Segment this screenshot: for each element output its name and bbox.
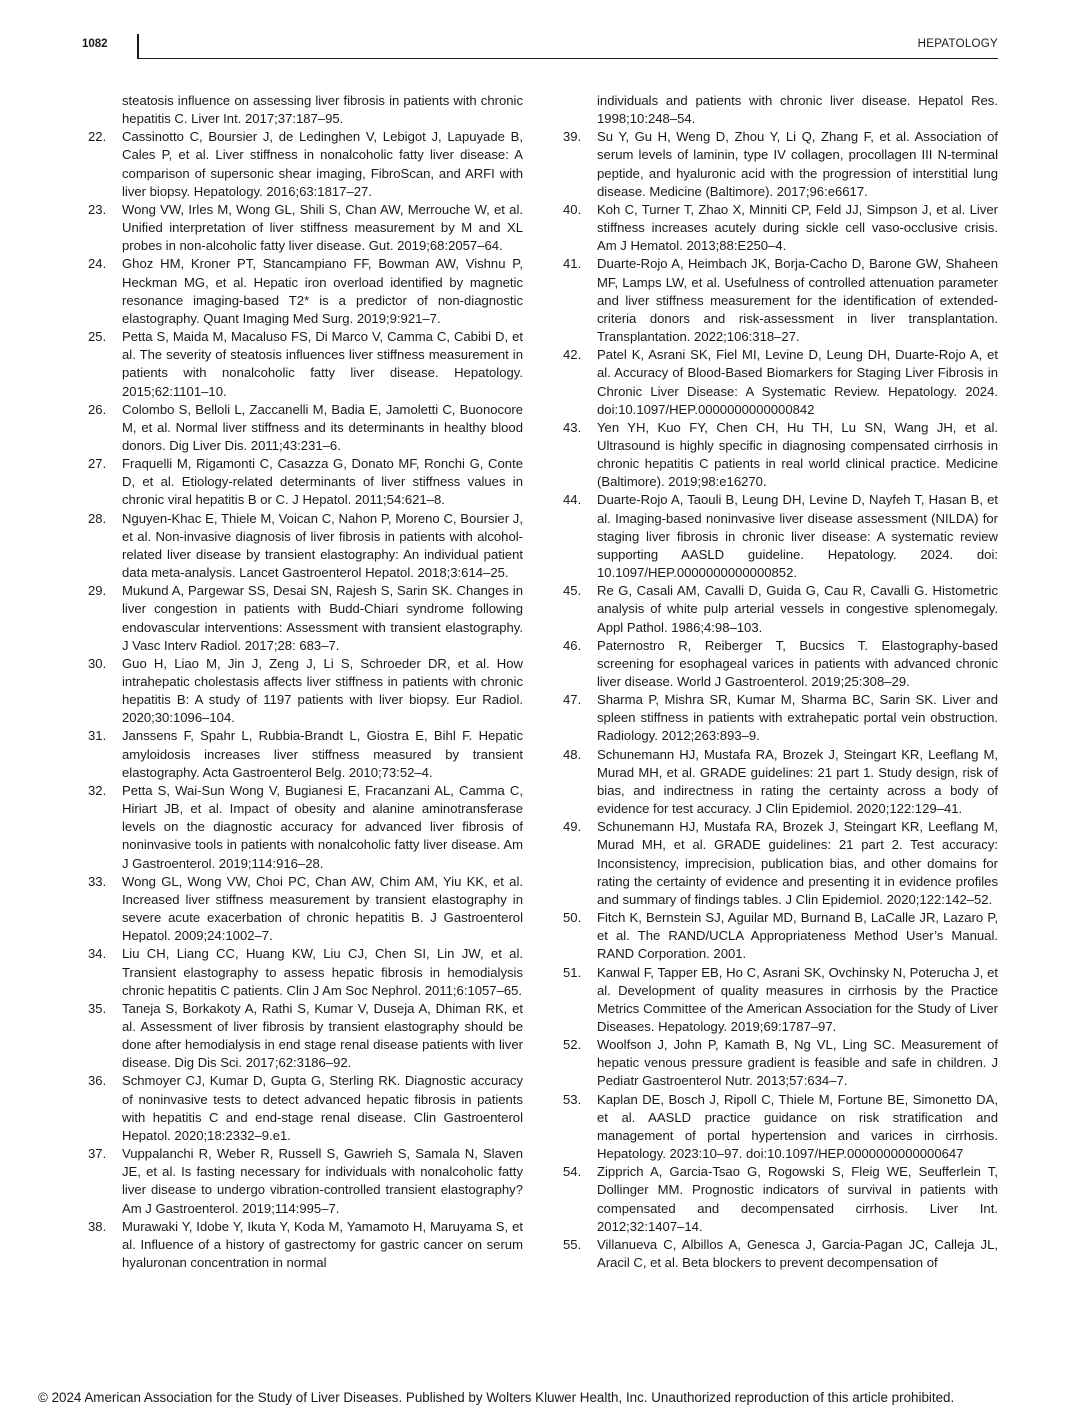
reference-text: Mukund A, Pargewar SS, Desai SN, Rajesh S, Sarin SK. Changes in liver congestion in patients with Budd-Chiari syndrome following endovascular interventions: Assessment with transient elastography. J Vasc Interv Radiol. 2017;28: 683–7. xyxy=(122,583,523,653)
reference-item xyxy=(80,128,523,201)
reference-number: 41. xyxy=(563,256,582,272)
reference-text: Liu CH, Liang CC, Huang KW, Liu CJ, Chen SI, Lin JW, et al. Transient elastography to assess hepatic fibrosis in hemodialysis chronic hepatitis C patients. Clin J Am Soc Nephrol. 2011;6:1057–65. xyxy=(122,946,523,998)
reference-number: 47. xyxy=(563,692,582,708)
reference-item xyxy=(555,1236,998,1272)
reference-column-left xyxy=(80,92,523,1272)
reference-item xyxy=(555,92,998,128)
reference-text: Janssens F, Spahr L, Rubbia-Brandt L, Giostra E, Bihl F. Hepatic amyloidosis increases liver stiffness measured by transient elastography. Acta Gastroenterol Belg. 2010;73:52–4. xyxy=(122,728,523,780)
reference-number: 36. xyxy=(88,1073,107,1089)
reference-item xyxy=(80,1145,523,1218)
page-header xyxy=(82,38,998,58)
reference-item xyxy=(555,582,998,636)
reference-number: 22. xyxy=(88,129,107,145)
reference-item xyxy=(555,964,998,1037)
reference-item xyxy=(555,346,998,419)
reference-text: individuals and patients with chronic liver disease. Hepatol Res. 1998;10:248–54. xyxy=(597,93,998,127)
reference-number: 35. xyxy=(88,1000,107,1016)
reference-text: Taneja S, Borkakoty A, Rathi S, Kumar V, Duseja A, Dhiman RK, et al. Assessment of liver fibrosis by transient elastography should be done after hemodialysis in end stage renal disease patients with liver disease. Dig Dis Sci. 2017;62:3186–92. xyxy=(122,1000,523,1071)
reference-item xyxy=(80,873,523,946)
reference-number: 27. xyxy=(88,456,107,472)
reference-text: Patel K, Asrani SK, Fiel MI, Levine D, Leung DH, Duarte-Rojo A, et al. Accuracy of Blood-Based Biomarkers for Staging Liver Fibrosis in Chronic Liver Disease: A Systematic Review. Hepatology. 2024. doi:10.1097/HEP.0000000000000842 xyxy=(597,347,998,417)
reference-item xyxy=(80,255,523,328)
reference-item xyxy=(555,419,998,492)
reference-text: Duarte-Rojo A, Taouli B, Leung DH, Levine D, Nayfeh T, Hasan B, et al. Imaging-based noninvasive liver disease assessment (NILDA) for staging liver fibrosis in chronic liver disease: A systematic review supporting AASLD guideline. Hepatology. 2024. doi: 10.1097/HEP.0000000000000852. xyxy=(597,492,998,581)
reference-number: 39. xyxy=(563,129,582,145)
reference-number: 44. xyxy=(563,492,582,508)
reference-number: 32. xyxy=(88,782,107,798)
reference-text: Schunemann HJ, Mustafa RA, Brozek J, Steingart KR, Leeflang M, Murad MH, et al. GRADE guidelines: 21 part 1. Study design, risk of bias, and indirectness in rating the certainty across a body of evidence for test accuracy. J Clin Epidemiol. 2020;122:129–41. xyxy=(597,746,998,817)
reference-item xyxy=(80,201,523,255)
reference-item xyxy=(555,1163,998,1236)
reference-text: Kaplan DE, Bosch J, Ripoll C, Thiele M, Fortune BE, Simonetto DA, et al. AASLD practice guidance on risk stratification and management of portal hypertension and varices in cirrhosis. Hepatology. 2023:10–97. doi:10.1097/HEP.0000000000000647 xyxy=(597,1091,998,1162)
reference-item xyxy=(80,655,523,728)
reference-number: 52. xyxy=(563,1037,582,1053)
reference-item xyxy=(555,637,998,691)
reference-item xyxy=(80,1218,523,1272)
reference-text: Schmoyer CJ, Kumar D, Gupta G, Sterling RK. Diagnostic accuracy of noninvasive tests to detect advanced hepatic fibrosis in patients with hepatitis C and end-stage renal disease. Clin Gastroenterol Hepatol. 2020;18:2332–9.e1. xyxy=(122,1073,523,1143)
reference-item xyxy=(80,1072,523,1145)
reference-text: Sharma P, Mishra SR, Kumar M, Sharma BC, Sarin SK. Liver and spleen stiffness in patients with extrahepatic portal vein obstruction. Radiology. 2012;263:893–9. xyxy=(597,692,998,744)
reference-text: Ghoz HM, Kroner PT, Stancampiano FF, Bowman AW, Vishnu P, Heckman MG, et al. Hepatic iron overload identified by magnetic resonance imaging-based T2* is a predictor of non-diagnostic elastography. Quant Imaging Med Surg. 2019;9:921–7. xyxy=(122,256,523,326)
reference-number: 51. xyxy=(563,964,582,980)
reference-item xyxy=(80,782,523,873)
reference-item xyxy=(80,510,523,583)
reference-text: Colombo S, Belloli L, Zaccanelli M, Badia E, Jamoletti C, Buonocore M, et al. Normal liver stiffness and its determinants in healthy blood donors. Dig Liver Dis. 2011;43:231–6. xyxy=(122,401,523,453)
reference-number: 54. xyxy=(563,1164,582,1180)
reference-text: Cassinotto C, Boursier J, de Ledinghen V, Lebigot J, Lapuyade B, Cales P, et al. Liver stiffness in nonalcoholic fatty liver disease: A comparison of supersonic shear imaging, FibroScan, and ARFI with liver biopsy. Hepatology. 2016;63:1817–27. xyxy=(122,129,523,199)
page-number: 1082 xyxy=(82,38,108,50)
reference-number: 31. xyxy=(88,728,107,744)
reference-text: Guo H, Liao M, Jin J, Zeng J, Li S, Schroeder DR, et al. How intrahepatic cholestasis affects liver stiffness in patients with chronic hepatitis B: A study of 1197 patients with liver biopsy. Eur Radiol. 2020;30:1096–104. xyxy=(122,655,523,726)
reference-item xyxy=(80,328,523,401)
reference-number: 49. xyxy=(563,819,582,835)
reference-number: 45. xyxy=(563,583,582,599)
reference-item xyxy=(80,401,523,455)
copyright-footer xyxy=(38,1390,954,1405)
reference-number: 25. xyxy=(88,329,107,345)
reference-column-right xyxy=(555,92,998,1272)
reference-number: 43. xyxy=(563,419,582,435)
reference-text: Duarte-Rojo A, Heimbach JK, Borja-Cacho D, Barone GW, Shaheen MF, Lamps LW, et al. Usefulness of controlled attenuation parameter and liver stiffness measurement for the identification of extended-criteria donors and risk-assessment in liver transplantation. Transplantation. 2022;106:318–27. xyxy=(597,256,998,345)
reference-number: 38. xyxy=(88,1218,107,1234)
copyright-text: 2024 American Association for the Study of Liver Diseases. Published by Wolters Kluwer Health, Inc. Unauthorized reproduction of this article prohibited. xyxy=(47,1390,955,1405)
reference-number: 26. xyxy=(88,401,107,417)
reference-text: Petta S, Wai-Sun Wong V, Bugianesi E, Fracanzani AL, Camma C, Hiriart JB, et al. Impact of obesity and alanine aminotransferase levels on the diagnostic accuracy for advanced liver fibrosis of noninvasive tools in patients with nonalcoholic fatty liver disease. Am J Gastroenterol. 2019;114:916–28. xyxy=(122,782,523,871)
reference-text: Petta S, Maida M, Macaluso FS, Di Marco V, Camma C, Cabibi D, et al. The severity of steatosis influences liver stiffness measurement in patients with nonalcoholic fatty liver disease. Hepatology. 2015;62:1101–10. xyxy=(122,329,523,399)
reference-text: Villanueva C, Albillos A, Genesca J, Garcia-Pagan JC, Calleja JL, Aracil C, et al. Beta blockers to prevent decompensation of xyxy=(597,1236,998,1270)
reference-item xyxy=(555,691,998,745)
reference-item xyxy=(555,491,998,582)
reference-number: 28. xyxy=(88,510,107,526)
reference-text: Yen YH, Kuo FY, Chen CH, Hu TH, Lu SN, Wang JH, et al. Ultrasound is highly specific in diagnosing compensated cirrhosis in chronic hepatitis C patients in real world clinical practice. Medicine (Baltimore). 2019;98:e16270. xyxy=(597,419,998,490)
header-divider xyxy=(137,34,139,58)
reference-item xyxy=(80,727,523,781)
reference-item xyxy=(555,746,998,819)
reference-item xyxy=(555,1036,998,1090)
reference-number: 29. xyxy=(88,583,107,599)
reference-text: Wong VW, Irles M, Wong GL, Shili S, Chan AW, Merrouche W, et al. Unified interpretation of liver stiffness measurement by M and XL probes in non-alcoholic fatty liver disease. Gut. 2019;68:2057–64. xyxy=(122,201,523,254)
reference-number: 34. xyxy=(88,946,107,962)
reference-number: 24. xyxy=(88,256,107,272)
reference-number: 33. xyxy=(88,873,107,889)
reference-item xyxy=(555,255,998,346)
reference-text: Paternostro R, Reiberger T, Bucsics T. Elastography-based screening for esophageal varices in patients with advanced chronic liver disease. World J Gastroenterol. 2019;25:308–29. xyxy=(597,637,998,689)
reference-text: Fitch K, Bernstein SJ, Aguilar MD, Burnand B, LaCalle JR, Lazaro P, et al. The RAND/UCLA Appropriateness Method User’s Manual. RAND Corporation. 2001. xyxy=(597,910,998,962)
copyright-symbol: © xyxy=(38,1390,48,1405)
reference-item xyxy=(555,128,998,201)
reference-text: Nguyen-Khac E, Thiele M, Voican C, Nahon P, Moreno C, Boursier J, et al. Non-invasive diagnosis of liver fibrosis in patients with alcohol-related liver disease by transient elastography: An individual patient data meta-analysis. Lancet Gastroenterol Hepatol. 2018;3:614–25. xyxy=(122,510,523,581)
reference-item xyxy=(555,1091,998,1164)
reference-text: Woolfson J, John P, Kamath B, Ng VL, Ling SC. Measurement of hepatic venous pressure gradient is feasible and safe in children. J Pediatr Gastroenterol Nutr. 2013;57:634–7. xyxy=(597,1037,998,1089)
reference-number: 40. xyxy=(563,201,582,217)
journal-name: HEPATOLOGY xyxy=(917,38,998,50)
reference-number: 23. xyxy=(88,201,107,217)
reference-text: Re G, Casali AM, Cavalli D, Guida G, Cau R, Cavalli G. Histometric analysis of white pulp arterial vessels in congestive splenomegaly. Appl Pathol. 1986;4:98–103. xyxy=(597,583,998,635)
reference-text: Vuppalanchi R, Weber R, Russell S, Gawrieh S, Samala N, Slaven JE, et al. Is fasting necessary for individuals with nonalcoholic fatty liver disease to undergo vibration-controlled transient elastography? Am J Gastroenterol. 2019;114:995–7. xyxy=(122,1146,523,1216)
reference-number: 53. xyxy=(563,1091,582,1107)
reference-text: Fraquelli M, Rigamonti C, Casazza G, Donato MF, Ronchi G, Conte D, et al. Etiology-related determinants of liver stiffness values in chronic viral hepatitis B or C. J Hepatol. 2011;54:621–8. xyxy=(122,456,523,508)
reference-item xyxy=(80,945,523,999)
reference-item xyxy=(555,201,998,255)
reference-number: 46. xyxy=(563,637,582,653)
reference-text: Wong GL, Wong VW, Choi PC, Chan AW, Chim AM, Yiu KK, et al. Increased liver stiffness measurement by transient elastography in severe acute exacerbation of chronic hepatitis B. J Gastroenterol Hepatol. 2009;24:1002–7. xyxy=(122,873,523,944)
reference-text: Murawaki Y, Idobe Y, Ikuta Y, Koda M, Yamamoto H, Maruyama S, et al. Influence of a history of gastrectomy for gastric cancer on serum hyaluronan concentration in normal xyxy=(122,1218,523,1270)
reference-number: 55. xyxy=(563,1236,582,1252)
reference-item xyxy=(555,818,998,909)
reference-item xyxy=(80,455,523,509)
reference-text: Su Y, Gu H, Weng D, Zhou Y, Li Q, Zhang F, et al. Association of serum levels of laminin, type IV collagen, procollagen III N-terminal peptide, and hyaluronic acid with the progression of interstitial lung disease. Medicine (Baltimore). 2017;96:e6617. xyxy=(597,129,998,199)
reference-number: 37. xyxy=(88,1146,107,1162)
reference-text: Koh C, Turner T, Zhao X, Minniti CP, Feld JJ, Simpson J, et al. Liver stiffness increases acutely during sickle cell vaso-occlusive crisis. Am J Hematol. 2013;88:E250–4. xyxy=(597,201,998,254)
reference-item xyxy=(80,92,523,128)
reference-number: 30. xyxy=(88,655,107,671)
reference-number: 48. xyxy=(563,746,582,762)
reference-number: 42. xyxy=(563,347,582,363)
reference-item xyxy=(80,582,523,655)
reference-text: Kanwal F, Tapper EB, Ho C, Asrani SK, Ovchinsky N, Poterucha J, et al. Development of quality measures in cirrhosis by the Practice Metrics Committee of the American Association for the Study of Liver Diseases. Hepatology. 2019;69:1787–97. xyxy=(597,964,998,1034)
reference-item xyxy=(80,1000,523,1073)
reference-text: Zipprich A, Garcia-Tsao G, Rogowski S, Fleig WE, Seufferlein T, Dollinger MM. Prognostic indicators of survival in patients with compensated and decompensated cirrhosis. Liver Int. 2012;32:1407–14. xyxy=(597,1164,998,1234)
header-rule xyxy=(137,58,998,59)
reference-text: Schunemann HJ, Mustafa RA, Brozek J, Steingart KR, Leeflang M, Murad MH, et al. GRADE guidelines: 21 part 2. Test accuracy: Inconsistency, imprecision, publication bias, and other domains for rating the certainty of evidence and presenting it in evidence profiles and summary of findings tables. J Clin Epidemiol. 2020;122:142–52. xyxy=(597,819,998,907)
reference-item xyxy=(555,909,998,963)
reference-number: 50. xyxy=(563,910,582,926)
reference-text: steatosis influence on assessing liver fibrosis in patients with chronic hepatitis C. Liver Int. 2017;37:187–95. xyxy=(122,93,523,127)
